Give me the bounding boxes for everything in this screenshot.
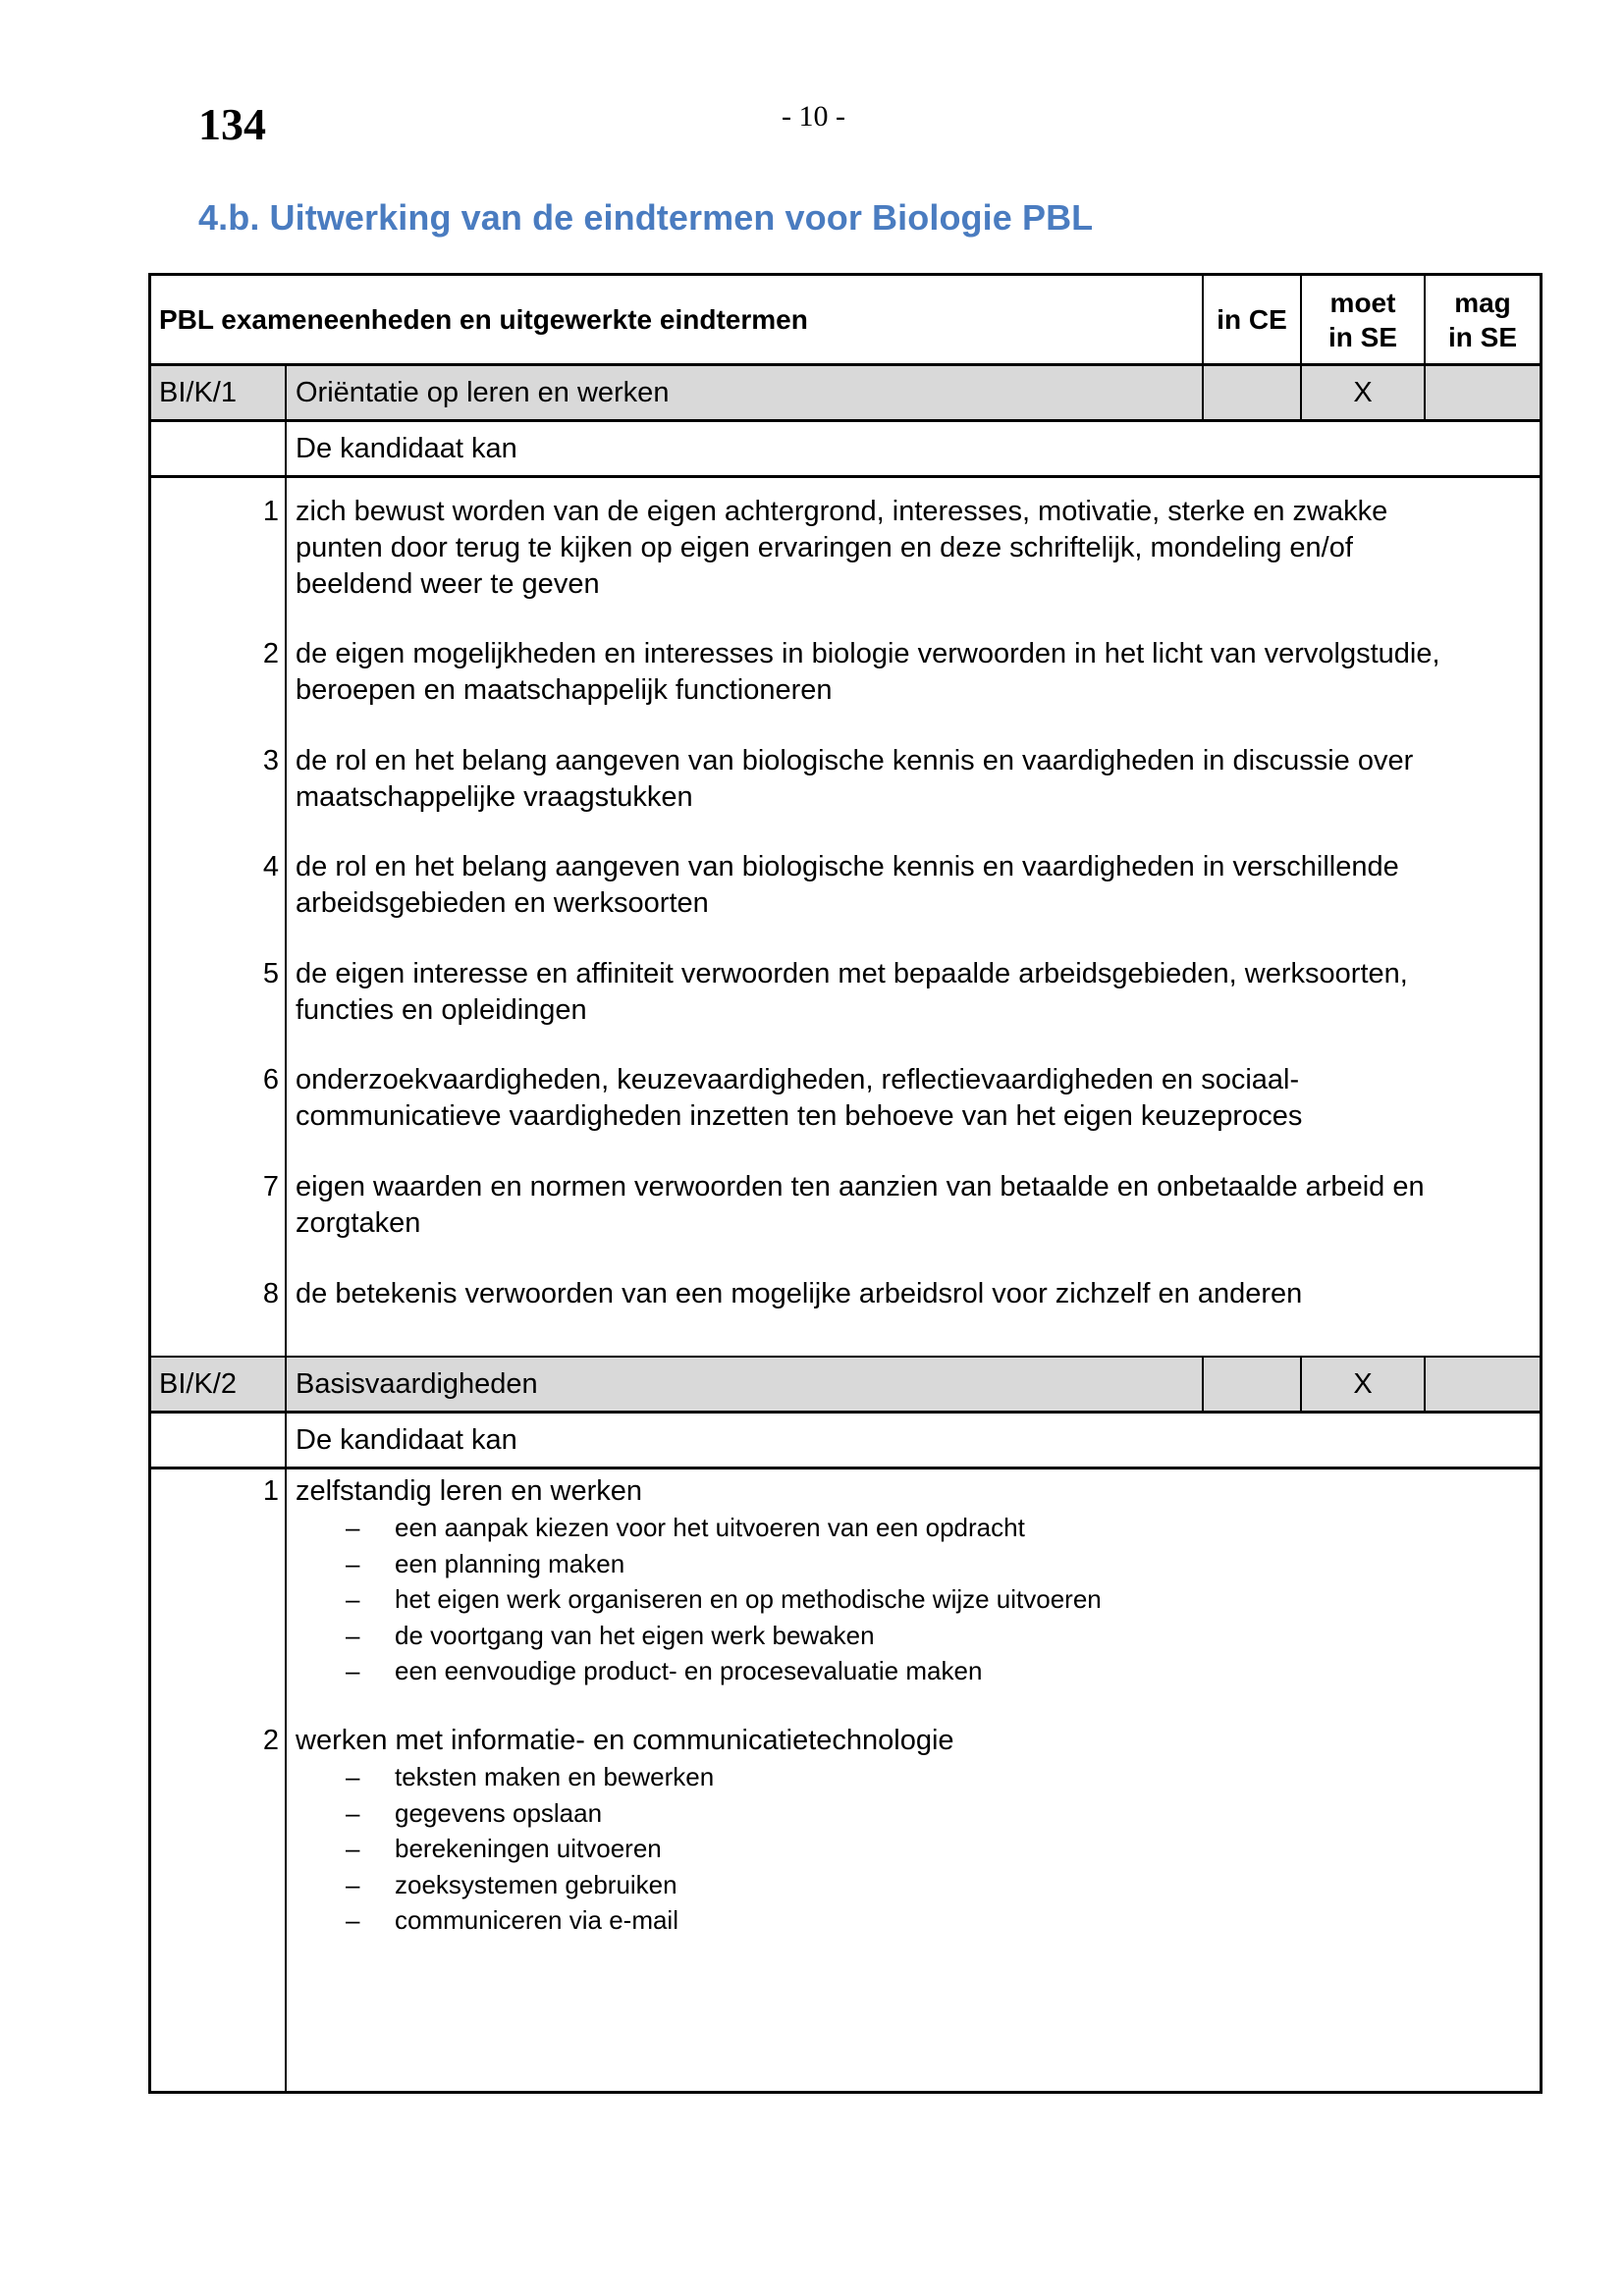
sub-item xyxy=(287,1546,1540,1582)
items-block xyxy=(151,1469,1540,2091)
item-line: zelfstandig leren en werken xyxy=(296,1475,643,1507)
sub-item xyxy=(287,1867,1540,1903)
text-column xyxy=(262,1469,1540,2091)
unit-mag-in-se xyxy=(1424,366,1540,419)
unit-code: BI/K/1 xyxy=(159,376,237,408)
sub-item-text: teksten maken en bewerken xyxy=(395,1762,715,1791)
item-number: 7 xyxy=(262,1171,279,1202)
sub-item-text: berekeningen uitvoeren xyxy=(395,1834,662,1863)
sub-item-text: gegevens opslaan xyxy=(395,1797,603,1828)
item-line: beroepen en maatschappelijk functioneren xyxy=(296,674,833,706)
section-title: 4.b. Uitwerking van de eindtermen voor Biologie PBL xyxy=(198,197,1094,238)
item-line: eigen waarden en normen verwoorden ten aanzien van betaalde en onbetaalde arbeid en xyxy=(296,1171,1425,1202)
item-line: de rol en het belang aangeven van biologische kennis en vaardigheden in discussie over xyxy=(296,745,1414,776)
dash-bullet-icon: – xyxy=(346,1548,360,1578)
item-line: maatschappelijke vraagstukken xyxy=(296,781,693,813)
item-text xyxy=(287,956,1540,1029)
sub-item-text: communiceren via e-mail xyxy=(395,1905,678,1935)
item-line: de eigen interesse en affiniteit verwoorden met bepaalde arbeidsgebieden, werksoorten, xyxy=(296,958,1408,989)
item-text xyxy=(287,1723,1540,1759)
item-line: beeldend weer te geven xyxy=(296,568,600,600)
sub-item xyxy=(287,1653,1540,1689)
dash-bullet-icon: – xyxy=(346,1656,360,1685)
sub-list xyxy=(287,1759,1540,1939)
intro-row xyxy=(151,1414,1540,1469)
sub-item xyxy=(287,1795,1540,1832)
item-text xyxy=(287,743,1540,816)
dash-bullet-icon: – xyxy=(346,1762,360,1791)
number-column xyxy=(151,1469,285,2091)
item-line: functies en opleidingen xyxy=(296,994,587,1026)
dash-bullet-icon: – xyxy=(346,1620,360,1650)
doc-number: 134 xyxy=(198,99,266,149)
header-moet-label: moet in SE xyxy=(1327,287,1397,352)
header-main: PBL exameneenheden en uitgewerkte eindtermen xyxy=(159,303,808,335)
list-item xyxy=(262,849,1540,922)
table-header xyxy=(151,276,1540,366)
items-block xyxy=(151,478,1540,1358)
dash-bullet-icon: – xyxy=(346,1797,360,1828)
list-item xyxy=(262,494,1540,603)
list-item xyxy=(262,1723,1540,1939)
unit-in-ce xyxy=(1202,1358,1300,1411)
item-line: de betekenis verwoorden van een mogelijke arbeidsrol voor zichzelf en anderen xyxy=(296,1278,1303,1309)
item-line: de eigen mogelijkheden en interesses in biologie verwoorden in het licht van vervolgstudie, xyxy=(296,638,1440,669)
unit-row xyxy=(151,366,1540,422)
item-number: 2 xyxy=(262,638,279,669)
item-line: zorgtaken xyxy=(296,1207,421,1239)
list-item xyxy=(262,743,1540,816)
intro-text: De kandidaat kan xyxy=(285,1414,1540,1467)
item-text xyxy=(287,636,1540,709)
list-item xyxy=(262,1062,1540,1135)
sub-item-text: de voortgang van het eigen werk bewaken xyxy=(395,1620,875,1650)
list-item xyxy=(262,1473,1540,1689)
sub-item-text: zoeksystemen gebruiken xyxy=(395,1869,677,1899)
list-item xyxy=(262,636,1540,709)
item-number: 3 xyxy=(262,745,279,776)
item-line: zich bewust worden van de eigen achtergrond, interesses, motivatie, sterke en zwakke xyxy=(296,496,1388,527)
list-item xyxy=(262,956,1540,1029)
dash-bullet-icon: – xyxy=(346,1834,360,1863)
header-mag-in-se xyxy=(1424,276,1540,363)
unit-name: Basisvaardigheden xyxy=(285,1358,1202,1411)
list-item xyxy=(262,1276,1540,1312)
item-number: 1 xyxy=(262,1475,279,1507)
item-number: 6 xyxy=(262,1064,279,1095)
unit-moet-in-se: X xyxy=(1300,366,1424,419)
dash-bullet-icon: – xyxy=(346,1905,360,1935)
dash-bullet-icon: – xyxy=(346,1513,360,1542)
item-line: werken met informatie- en communicatietechnologie xyxy=(296,1725,954,1756)
page-number: - 10 - xyxy=(782,100,845,133)
item-text xyxy=(287,1473,1540,1510)
item-line: de rol en het belang aangeven van biologische kennis en vaardigheden in verschillende xyxy=(296,851,1399,882)
item-line: onderzoekvaardigheden, keuzevaardigheden, reflectievaardigheden en sociaal- xyxy=(296,1064,1300,1095)
item-number: 4 xyxy=(262,851,279,882)
sub-item xyxy=(287,1759,1540,1795)
unit-in-ce xyxy=(1202,366,1300,419)
unit-mag-in-se xyxy=(1424,1358,1540,1411)
header-mag-label: mag in SE xyxy=(1447,287,1517,352)
sub-item xyxy=(287,1581,1540,1618)
sub-item-text: het eigen werk organiseren en op methodische wijze uitvoeren xyxy=(395,1584,1102,1614)
intro-row xyxy=(151,422,1540,478)
item-text xyxy=(287,1169,1540,1242)
unit-name: Oriëntatie op leren en werken xyxy=(285,366,1202,419)
unit-moet-in-se: X xyxy=(1300,1358,1424,1411)
header-moet-in-se xyxy=(1300,276,1424,363)
unit-row xyxy=(151,1358,1540,1414)
header-in-ce: in CE xyxy=(1202,276,1300,363)
sub-item xyxy=(287,1831,1540,1867)
sub-item xyxy=(287,1902,1540,1939)
sub-item-text: een eenvoudige product- en procesevaluatie maken xyxy=(395,1656,983,1685)
item-text xyxy=(287,494,1540,603)
item-line: punten door terug te kijken op eigen ervaringen en deze schriftelijk, mondeling en/of xyxy=(296,532,1353,563)
item-number: 8 xyxy=(262,1278,279,1309)
item-number: 1 xyxy=(262,496,279,527)
sub-list xyxy=(287,1510,1540,1689)
list-item xyxy=(262,1169,1540,1242)
eindtermen-table xyxy=(148,273,1543,2094)
item-text xyxy=(287,1062,1540,1135)
item-text xyxy=(287,849,1540,922)
intro-blank-cell xyxy=(151,1414,285,1467)
item-number: 2 xyxy=(262,1725,279,1756)
dash-bullet-icon: – xyxy=(346,1869,360,1899)
sub-item-text: een planning maken xyxy=(395,1548,625,1578)
dash-bullet-icon: – xyxy=(346,1584,360,1614)
item-line: communicatieve vaardigheden inzetten ten behoeve van het eigen keuzeproces xyxy=(296,1100,1303,1132)
item-number: 5 xyxy=(262,958,279,989)
sub-item xyxy=(287,1510,1540,1546)
sub-item xyxy=(287,1618,1540,1654)
intro-text: De kandidaat kan xyxy=(285,422,1540,475)
item-text xyxy=(287,1276,1540,1312)
item-line: arbeidsgebieden en werksoorten xyxy=(296,887,709,919)
number-column xyxy=(151,478,285,1356)
intro-blank-cell xyxy=(151,422,285,475)
sub-item-text: een aanpak kiezen voor het uitvoeren van een opdracht xyxy=(395,1513,1025,1542)
text-column xyxy=(262,478,1540,1356)
unit-code: BI/K/2 xyxy=(159,1367,237,1400)
